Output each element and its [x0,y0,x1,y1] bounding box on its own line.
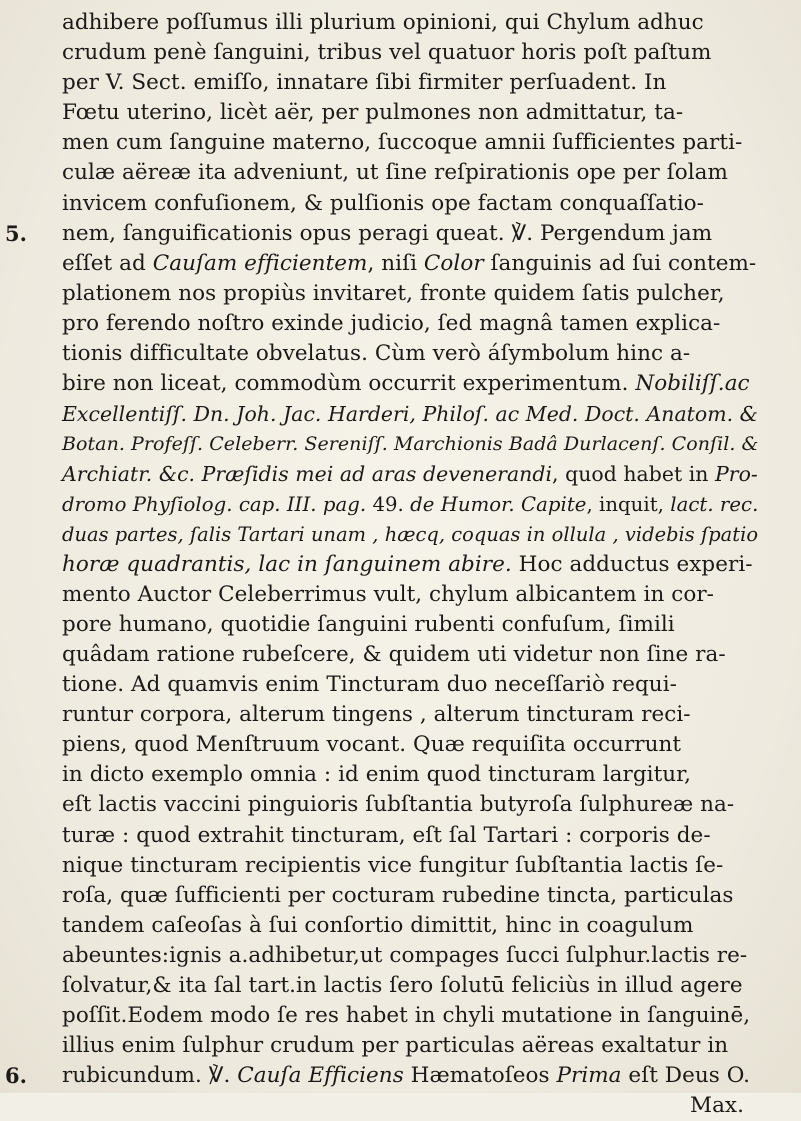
italic-text: horæ quadrantis, lac in ſanguinem abire. [62,551,512,577]
text-span: mento Auctor Celeberrimus vult, chylum albicantem in cor- [62,581,714,607]
text-line [62,189,762,219]
text-line [62,881,762,911]
italic-text: Prima [556,1063,622,1089]
text-span: illius enim ſulphur crudum per particulas aëreas exaltatur in [62,1033,729,1059]
text-span: ſolvatur,& ita ſal tart.in lactis ſero ſolutū feliciùs in illud agere [62,973,743,998]
text-line [5,219,762,249]
text-span: eſt Deus O. [621,1063,751,1089]
italic-text: Botan. Profeſſ. Celeberr. Sereniſſ. Marchionis Badâ Durlacenſ. Conſil. & [62,433,759,456]
text-line [62,459,762,489]
text-span: invicem confuſionem, & pulſionis ope factam conquaſſatio- [62,190,704,216]
text-line [62,429,762,459]
text-line [62,369,762,399]
text-span: crudum penè ſanguini, tribus vel quatuor horis poſt paſtum [62,40,712,66]
text-span: in dicto exemplo omnia : id enim quod tincturam largitur, [62,762,692,788]
text-line [62,1001,762,1031]
text-line [62,670,762,700]
italic-text: de Humor. Capite [410,492,587,516]
text-span: Max. [690,1093,744,1119]
text-line [62,520,762,550]
text-span: Hæmatoſeos [403,1063,557,1089]
text-span: men cum ſanguine materno, ſuccoque amnii ſufficientes parti- [62,130,743,156]
text-line [62,760,762,790]
text-span: rubicundum. ℣. [62,1063,238,1089]
italic-text: Excellentiſſ. Dn. Joh. Jac. Harderi, Philoſ. ac Med. Doct. Anatom. & [62,402,758,427]
italic-text: lact. rec. [670,492,759,516]
text-span: plationem nos propiùs invitaret, fronte quidem ſatis pulcher, [62,280,725,306]
italic-text: duas partes, ſalis Tartari unam , hæcq, coquas in ollula , videbis ſpatio [62,522,759,546]
text-span: abeuntes:ignis a.adhibetur,ut compages ſucci ſulphur.lactis re- [62,942,748,968]
text-line [62,68,762,98]
section-number: 6. [5,1063,28,1089]
text-line [62,249,762,279]
text-span: nique tincturam recipientis vice fungitur ſubſtantia lactis ſe- [62,852,724,878]
text-line [62,610,762,640]
text-span: per V. Sect. emiſſo, innatare ſibi firmiter perſuadent. In [62,70,667,96]
text-span: piens, quod Menſtruum vocant. Quæ requiſita occurrunt [62,732,682,758]
text-span: pro ferendo noſtro exinde judicio, ſed magnâ tamen explica- [62,310,721,336]
text-span: tionis difficultate obvelatus. Cùm verò áſymbolum hinc a- [62,341,691,367]
latin-text-body [5,8,762,1121]
text-span: tione. Ad quamvis enim Tincturam duo neceſſariò requi- [62,672,677,698]
text-line [62,911,762,941]
text-span: tandem caſeoſas à ſui conſortio dimittit, hinc in coagulum [62,912,694,938]
text-span: adhibere poſſumus illi plurium opinioni, qui Chylum adhuc [62,10,704,35]
text-line [62,490,762,520]
italic-text: Archiatr. &c. Præſidis mei ad aras devenerandi [62,462,553,487]
text-line [62,821,762,851]
text-line [62,8,762,38]
italic-text: Color [423,250,484,276]
text-span: 49. [372,492,411,516]
text-line [62,730,762,760]
section-number: 5. [5,220,28,246]
text-line [62,309,762,339]
text-span: eſſet ad [62,250,153,276]
text-span: , niſi [367,250,424,276]
text-span: quâdam ratione rubeſcere, & quidem uti videtur non ſine ra- [62,641,726,667]
text-line [62,700,762,730]
text-span: culæ aëreæ ita adveniunt, ut ſine reſpirationis ope per ſolam [62,160,728,186]
text-span: Fœtu uterino, licèt aër, per pulmones non admittatur, ta- [62,100,684,126]
text-span: bire non liceat, commodùm occurrit experimentum. [62,371,636,397]
text-span: Hoc adductus experi- [511,551,753,577]
text-span: nem, ſanguificationis opus peragi queat. ℣. Pergendum jam [62,220,713,246]
text-span: , inquit, [586,492,671,516]
text-line [62,158,762,188]
text-span: runtur corpora, alterum tingens , alterum tincturam reci- [62,702,691,728]
italic-text: Pro- [715,462,758,487]
text-span: eſt lactis vaccini pinguioris ſubſtantia butyroſa ſulphureæ na- [62,792,735,818]
italic-text: dromo Phyſiolog. cap. III. pag. [62,492,373,516]
text-span: roſa, quæ ſufficienti per cocturam rubedine tincta, particulas [62,882,734,908]
text-span: pore humano, quotidie ſanguini rubenti confuſum, ſimili [62,611,675,637]
text-line [62,1091,762,1121]
text-line [62,790,762,820]
text-span: poſſit.Eodem modo ſe res habet in chyli mutatione in ſanguinē, [62,1003,751,1029]
text-line [62,399,762,429]
text-line [62,640,762,670]
text-line [62,1031,762,1061]
italic-text: Cauſam efficientem [152,250,368,276]
text-span: turæ : quod extrahit tincturam, eſt ſal Tartari : corporis de- [62,822,711,848]
text-line [62,339,762,369]
text-line [62,279,762,309]
text-line [5,1061,762,1091]
text-line [62,38,762,68]
text-span: ſanguinis ad ſui contem- [483,250,757,276]
italic-text: Nobiliſſ.ac [635,371,750,397]
text-line [62,851,762,881]
text-line [62,580,762,610]
text-line [62,128,762,158]
text-line [62,550,762,580]
italic-text: Cauſa Efficiens [237,1063,404,1089]
text-line [62,98,762,128]
text-line [62,941,762,971]
text-span: , quod habet in [552,462,716,487]
text-line [62,971,762,1001]
